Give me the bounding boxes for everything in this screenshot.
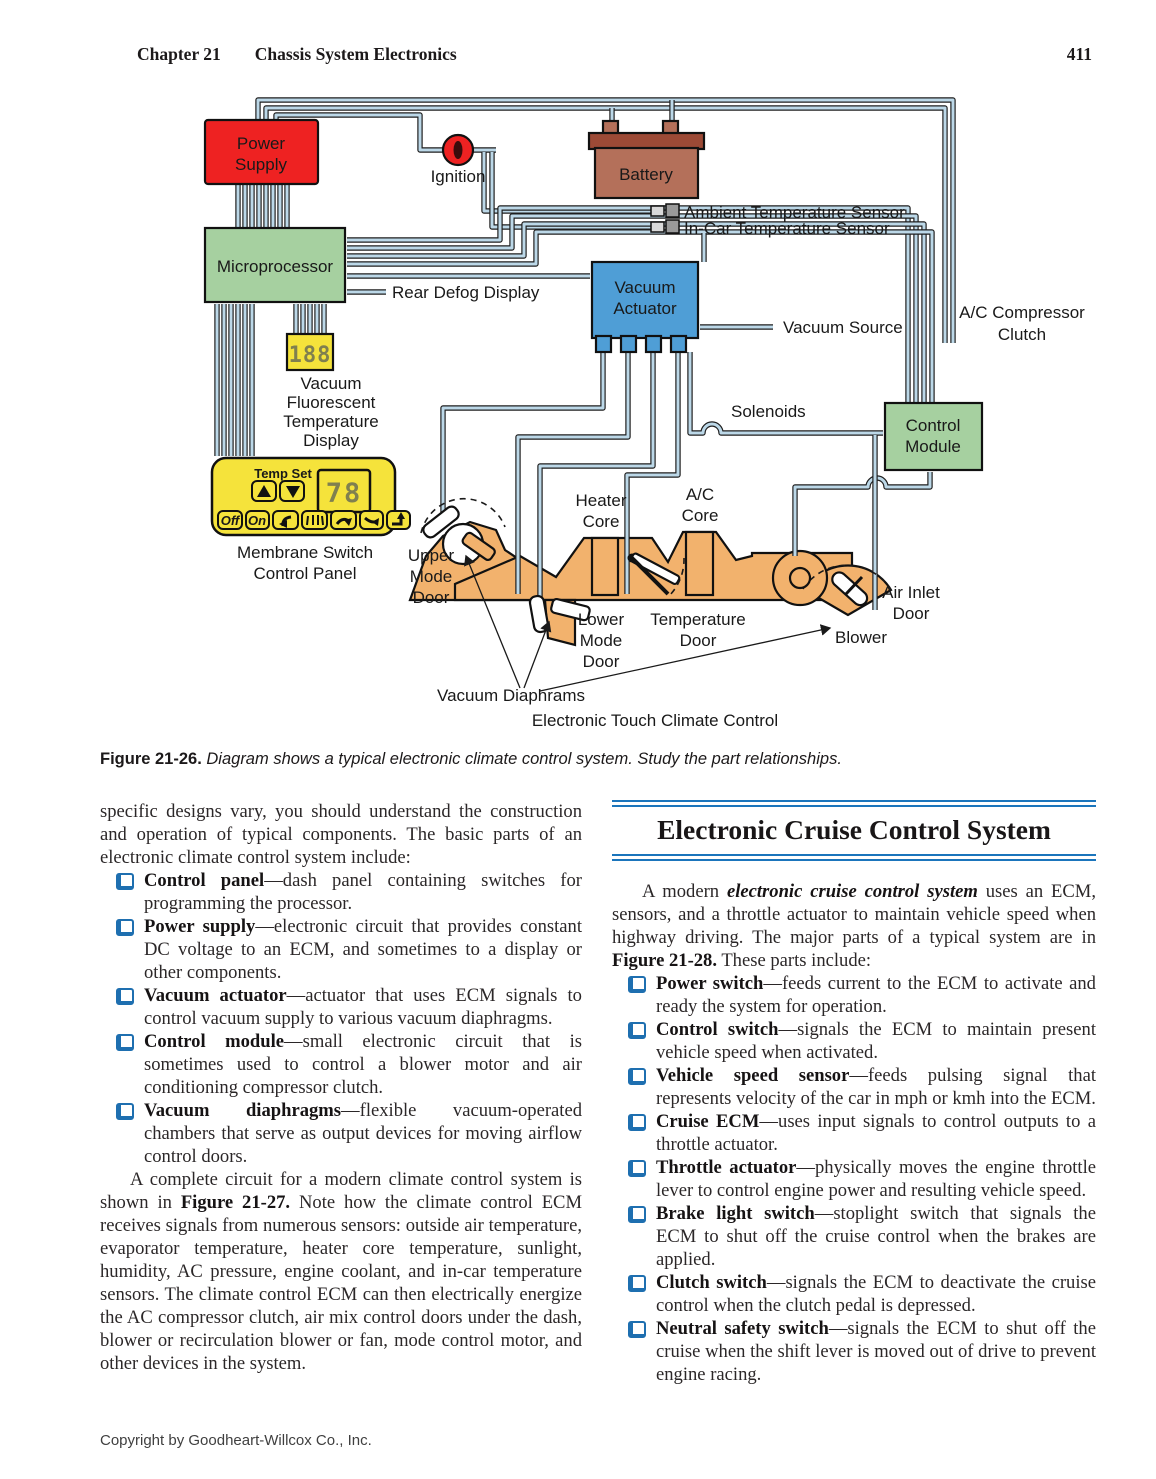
- bi-level-button: [360, 511, 383, 529]
- list-item: Throttle actuator—physically moves the engine throttle lever to control engine power and resulting vehicle speed.: [612, 1156, 1096, 1202]
- heading-rule: [612, 800, 1096, 802]
- list-item: Cruise ECM—uses input signals to control outputs to a throttle actuator.: [612, 1110, 1096, 1156]
- air-inlet-door-label: Air Inlet: [882, 583, 940, 602]
- left-column: [100, 800, 582, 1375]
- bullet-square-icon: [628, 1321, 646, 1338]
- power-supply-label: Power: [236, 134, 286, 153]
- bullet-square-icon: [116, 919, 134, 936]
- upper-mode-door-label: Upper: [407, 546, 455, 565]
- section-title: Electronic Cruise Control System: [657, 814, 1051, 845]
- svg-text:Control Panel: Control Panel: [253, 564, 357, 583]
- chapter-number: Chapter 21: [137, 44, 221, 64]
- bullet-square-icon: [116, 1103, 134, 1120]
- off-button-label: Off: [220, 513, 240, 528]
- list-item: Neutral safety switch—signals the ECM to shut off the cruise when the shift lever is moved out of drive to prevent engine racing.: [612, 1317, 1096, 1386]
- figure-caption: [100, 750, 1080, 769]
- membrane-control-panel: [212, 458, 410, 535]
- actuator-port: [646, 336, 661, 352]
- figure-reference: Figure 21-27.: [180, 1192, 291, 1213]
- bullet-square-icon: [116, 1034, 134, 1051]
- figure-caption-text: Diagram shows a typical electronic climate control system. Study the part relationships.: [201, 750, 842, 768]
- bullet-square-icon: [628, 1206, 646, 1223]
- bullet-square-icon: [628, 1068, 646, 1085]
- svg-text:Actuator: Actuator: [613, 299, 677, 318]
- bullet-square-icon: [116, 873, 134, 890]
- temp-set-label: Temp Set: [254, 466, 312, 481]
- list-item: Power supply—electronic circuit that provides constant DC voltage to an ECM, and sometimes to a display or other components.: [100, 915, 582, 984]
- section-heading-block: [612, 800, 1096, 861]
- list-item: Brake light switch—stoplight switch that signals the ECM to shut off the cruise control when the brakes are applied.: [612, 1202, 1096, 1271]
- svg-text:Module: Module: [905, 437, 961, 456]
- list-item: Control panel—dash panel containing switches for programming the processor.: [100, 869, 582, 915]
- list-item: Power switch—feeds current to the ECM to activate and ready the system for operation.: [612, 972, 1096, 1018]
- actuator-port: [671, 336, 686, 352]
- svg-text:Door: Door: [582, 652, 620, 671]
- chapter-title: Chassis System Electronics: [254, 44, 457, 64]
- blower-hub: [790, 568, 810, 588]
- ac-core-shape: [686, 532, 713, 595]
- list-item: Vacuum actuator—actuator that uses ECM signals to control vacuum supply to various vacuum diaphragms.: [100, 984, 582, 1030]
- list-item: Vacuum diaphragms—flexible vacuum-operated chambers that serve as output devices for moving airflow control doors.: [100, 1099, 582, 1168]
- svg-text:Temperature: Temperature: [283, 412, 379, 431]
- rear-defog-label: Rear Defog Display: [392, 283, 540, 302]
- vacuum-actuator-label: Vacuum: [614, 278, 676, 297]
- svg-text:Clutch: Clutch: [997, 325, 1047, 344]
- svg-text:Mode: Mode: [579, 631, 623, 650]
- bullet-square-icon: [628, 1022, 646, 1039]
- heading-rule: [612, 854, 1096, 856]
- vacuum-source-label: Vacuum Source: [783, 318, 903, 337]
- heading-rule: [612, 805, 1096, 807]
- blower-label: Blower: [835, 628, 887, 647]
- vent-button: [387, 511, 410, 529]
- copyright-notice: Copyright by Goodheart-Willcox Co., Inc.: [100, 1432, 372, 1449]
- svg-text:Door: Door: [412, 588, 450, 607]
- lower-mode-door-label: Lower: [577, 610, 625, 629]
- vacuum-diaphragms-label: Vacuum Diaphrams: [437, 686, 586, 705]
- on-button-label: On: [247, 513, 267, 528]
- list-item: Control switch—signals the ECM to maintain present vehicle speed when activated.: [612, 1018, 1096, 1064]
- ignition-label: Ignition: [430, 167, 486, 186]
- microprocessor-label: Microprocessor: [216, 257, 334, 276]
- ac-core-label: A/C: [685, 485, 715, 504]
- bullet-square-icon: [628, 1160, 646, 1177]
- diagram-subtitle: Electronic Touch Climate Control: [531, 711, 779, 730]
- vf-display-label: Vacuum: [300, 374, 362, 393]
- bullet-square-icon: [116, 988, 134, 1005]
- actuator-port: [621, 336, 636, 352]
- bullet-square-icon: [628, 976, 646, 993]
- svg-text:Core: Core: [681, 506, 719, 525]
- svg-text:Supply: Supply: [235, 155, 287, 174]
- control-module-label: Control: [905, 416, 961, 435]
- bullet-square-icon: [628, 1114, 646, 1131]
- climate-control-diagram: [0, 85, 1156, 740]
- left-intro-paragraph: specific designs vary, you should understand the construction and operation of typical components. The basic parts of an electronic climate control system include:: [100, 801, 582, 868]
- right-column: [612, 800, 1096, 1386]
- ambient-sensor-label: Ambient Temperature Sensor: [684, 203, 905, 222]
- svg-text:Core: Core: [582, 512, 620, 531]
- svg-text:Door: Door: [679, 631, 717, 650]
- list-item: Clutch switch—signals the ECM to deactivate the cruise control when the clutch pedal is depressed.: [612, 1271, 1096, 1317]
- incar-sensor-label: In-Car Temperature Sensor: [684, 219, 890, 238]
- svg-text:Display: Display: [303, 431, 359, 450]
- heading-rule: [612, 859, 1096, 861]
- temp-display-value: 78: [325, 478, 363, 509]
- temperature-door-label: Temperature: [650, 610, 746, 629]
- list-item: Control module—small electronic circuit that is sometimes used to control a blower motor and air conditioning compressor clutch.: [100, 1030, 582, 1099]
- membrane-panel-label: Membrane Switch: [236, 543, 374, 562]
- page-header: [137, 44, 457, 65]
- actuator-port: [596, 336, 611, 352]
- bullet-square-icon: [628, 1275, 646, 1292]
- heater-core-shape: [592, 538, 618, 595]
- battery-cap: [589, 133, 704, 149]
- list-item: Vehicle speed sensor—feeds pulsing signal that represents velocity of the car in mph or kmh into the ECM.: [612, 1064, 1096, 1110]
- vf-display-digits: 188: [288, 343, 332, 368]
- battery-label: Battery: [619, 165, 673, 184]
- heater-core-label: Heater: [575, 491, 627, 510]
- figure-caption-label: Figure 21-26.: [100, 750, 202, 768]
- svg-text:Mode: Mode: [409, 567, 453, 586]
- left-closing-paragraph: A complete circuit for a modern climate control system is shown in Figure 21-27. Note how the climate control ECM receives signals from numerous sensors: outside air temperature, evaporator temperature, heater core temperature, sunlight, humidity, AC pressure, engine coolant, and in-car temperature sensors. The climate control ECM can then electrically energize the AC compressor clutch, air mix control doors under the dash, blower or recirculation blower or fan, mode control motor, and other devices in the system.: [100, 1169, 582, 1374]
- ac-clutch-label: A/C Compressor: [959, 303, 1085, 322]
- page-number: 411: [1066, 44, 1092, 64]
- svg-text:Door: Door: [892, 604, 930, 623]
- right-intro-paragraph: A modern electronic cruise control system uses an ECM, sensors, and a throttle actuator to maintain vehicle speed when highway driving. The major parts of a typical system are in Figure 21-28. These parts include:: [612, 881, 1096, 971]
- solenoids-label: Solenoids: [731, 402, 806, 421]
- svg-text:Fluorescent: Fluorescent: [286, 393, 376, 412]
- figure-reference: Figure 21-28.: [612, 950, 718, 971]
- key-term: electronic cruise control system: [726, 881, 978, 902]
